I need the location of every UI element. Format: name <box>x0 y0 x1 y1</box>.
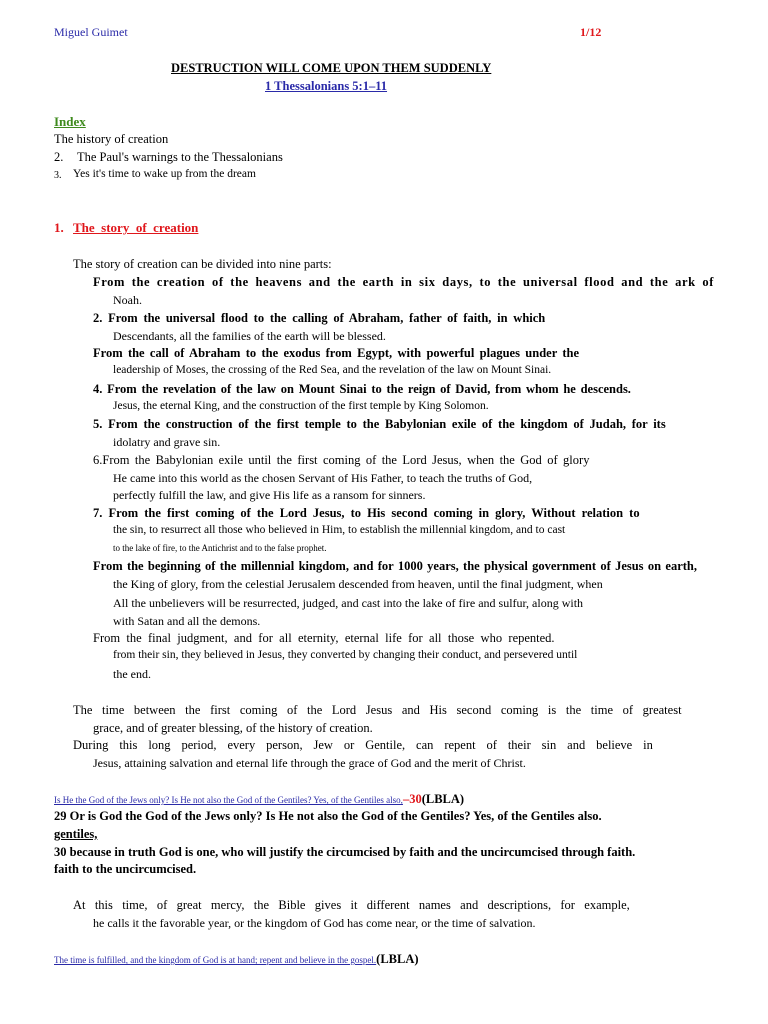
quote-1-link[interactable]: Is He the God of the Jews only? Is He not also the God of the Gentiles? Yes, of the Gentiles also, <box>54 795 403 805</box>
index-item-2-number: 2. <box>54 150 64 164</box>
verse-30-continuation: faith to the uncircumcised. <box>54 862 197 876</box>
part-2-line-1: 2. From the universal flood to the calling of Abraham, father of faith, in which <box>93 311 546 325</box>
quote-2-version: (LBLA) <box>376 952 419 966</box>
part-4-line-2: Jesus, the eternal King, and the construction of the first temple by King Solomon. <box>113 400 489 412</box>
during-paragraph-line-1: During this long period, every person, Jew or Gentile, can repent of their sin and believe in <box>73 738 653 752</box>
part-9-line-3: the end. <box>113 667 151 681</box>
verse-29-continuation: gentiles, <box>54 827 98 841</box>
page-number: 1/12 <box>580 25 602 39</box>
document-title: DESTRUCTION WILL COME UPON THEM SUDDENLY <box>171 61 492 75</box>
mercy-paragraph-line-2: he calls it the favorable year, or the kingdom of God has come near, or the time of salvation. <box>93 916 536 930</box>
quote-1-reference-line <box>54 792 464 807</box>
part-4-line-1: 4. From the revelation of the law on Mount Sinai to the reign of David, from whom he descends. <box>93 382 631 396</box>
section-1-number: 1. <box>54 220 64 235</box>
time-paragraph-line-1: The time between the first coming of the Lord Jesus and His second coming is the time of greatest <box>73 703 682 717</box>
part-9-line-1: From the final judgment, and for all eternity, eternal life for all those who repented. <box>93 631 555 645</box>
part-3-line-1: From the call of Abraham to the exodus from Egypt, with powerful plagues under the <box>93 346 580 360</box>
justified-line <box>73 257 432 272</box>
index-item-3: Yes it's time to wake up from the dream <box>73 168 256 180</box>
author-name: Miguel Guimet <box>54 25 128 39</box>
part-5-line-1: 5. From the construction of the first temple to the Babylonian exile of the kingdom of Judah, for its <box>93 417 666 431</box>
part-6-line-1: 6.From the Babylonian exile until the first coming of the Lord Jesus, when the God of glory <box>93 453 590 467</box>
index-item-3-number: 3. <box>54 170 62 181</box>
time-paragraph-line-2: grace, and of greater blessing, of the history of creation. <box>93 721 373 735</box>
part-6-line-3: perfectly fulfill the law, and give His life as a ransom for sinners. <box>113 488 426 502</box>
part-9-line-2: from their sin, they believed in Jesus, they converted by changing their conduct, and persevered until <box>113 649 578 661</box>
part-8-line-2: the King of glory, from the celestial Jerusalem descended from heaven, until the final judgment, when <box>113 577 603 591</box>
part-7-line-1: 7. From the first coming of the Lord Jesus, to His second coming in glory, Without relation to <box>93 506 640 520</box>
during-paragraph-line-2: Jesus, attaining salvation and eternal life through the grace of God and the merit of Christ. <box>93 756 526 770</box>
index-item-2: The Paul's warnings to the Thessalonians <box>77 150 283 164</box>
scripture-reference-link[interactable]: 1 Thessalonians 5:1–11 <box>265 79 388 93</box>
index-heading: Index <box>54 114 86 129</box>
quote-1-verse-ref: –30 <box>402 792 422 806</box>
index-item-1: The history of creation <box>54 132 169 146</box>
part-1-line-2: Noah. <box>113 293 142 307</box>
part-2-line-2: Descendants, all the families of the earth will be blessed. <box>113 329 386 343</box>
part-8-line-3: All the unbelievers will be resurrected, judged, and cast into the lake of fire and sulfur, along with <box>113 596 584 610</box>
quote-1-version: (LBLA) <box>421 792 465 806</box>
verse-30: 30 because in truth God is one, who will justify the circumcised by faith and the uncircumcised through faith. <box>54 845 636 859</box>
section-1-heading: The story of creation <box>73 220 199 235</box>
mercy-paragraph-line-1: At this time, of great mercy, the Bible gives it different names and descriptions, for example, <box>73 898 630 912</box>
intro-text: The story of creation can be divided into nine parts: <box>73 257 332 271</box>
verse-29: 29 Or is God the God of the Jews only? Is He not also the God of the Gentiles? Yes, of the Gentiles also. <box>54 809 602 823</box>
part-1-line-1: From the creation of the heavens and the earth in six days, to the universal flood and the ark of <box>93 275 714 289</box>
part-6-line-2: He came into this world as the chosen Servant of His Father, to teach the truths of God, <box>113 471 533 485</box>
part-8-line-4: with Satan and all the demons. <box>113 614 261 628</box>
part-5-line-2: idolatry and grave sin. <box>113 435 221 449</box>
part-8-line-1: From the beginning of the millennial kingdom, and for 1000 years, the physical government of Jesus on earth, <box>93 559 697 573</box>
quote-2-line <box>54 952 419 967</box>
quote-2-link[interactable]: The time is fulfilled, and the kingdom of God is at hand; repent and believe in the gospel. <box>54 955 377 965</box>
part-3-line-2: leadership of Moses, the crossing of the Red Sea, and the revelation of the law on Mount Sinai. <box>113 364 552 376</box>
part-7-line-3: to the lake of fire, to the Antichrist and to the false prophet. <box>113 543 327 553</box>
section-1-intro <box>73 257 432 272</box>
part-7-line-2: the sin, to resurrect all those who believed in Him, to establish the millennial kingdom, and to cast <box>113 524 566 536</box>
